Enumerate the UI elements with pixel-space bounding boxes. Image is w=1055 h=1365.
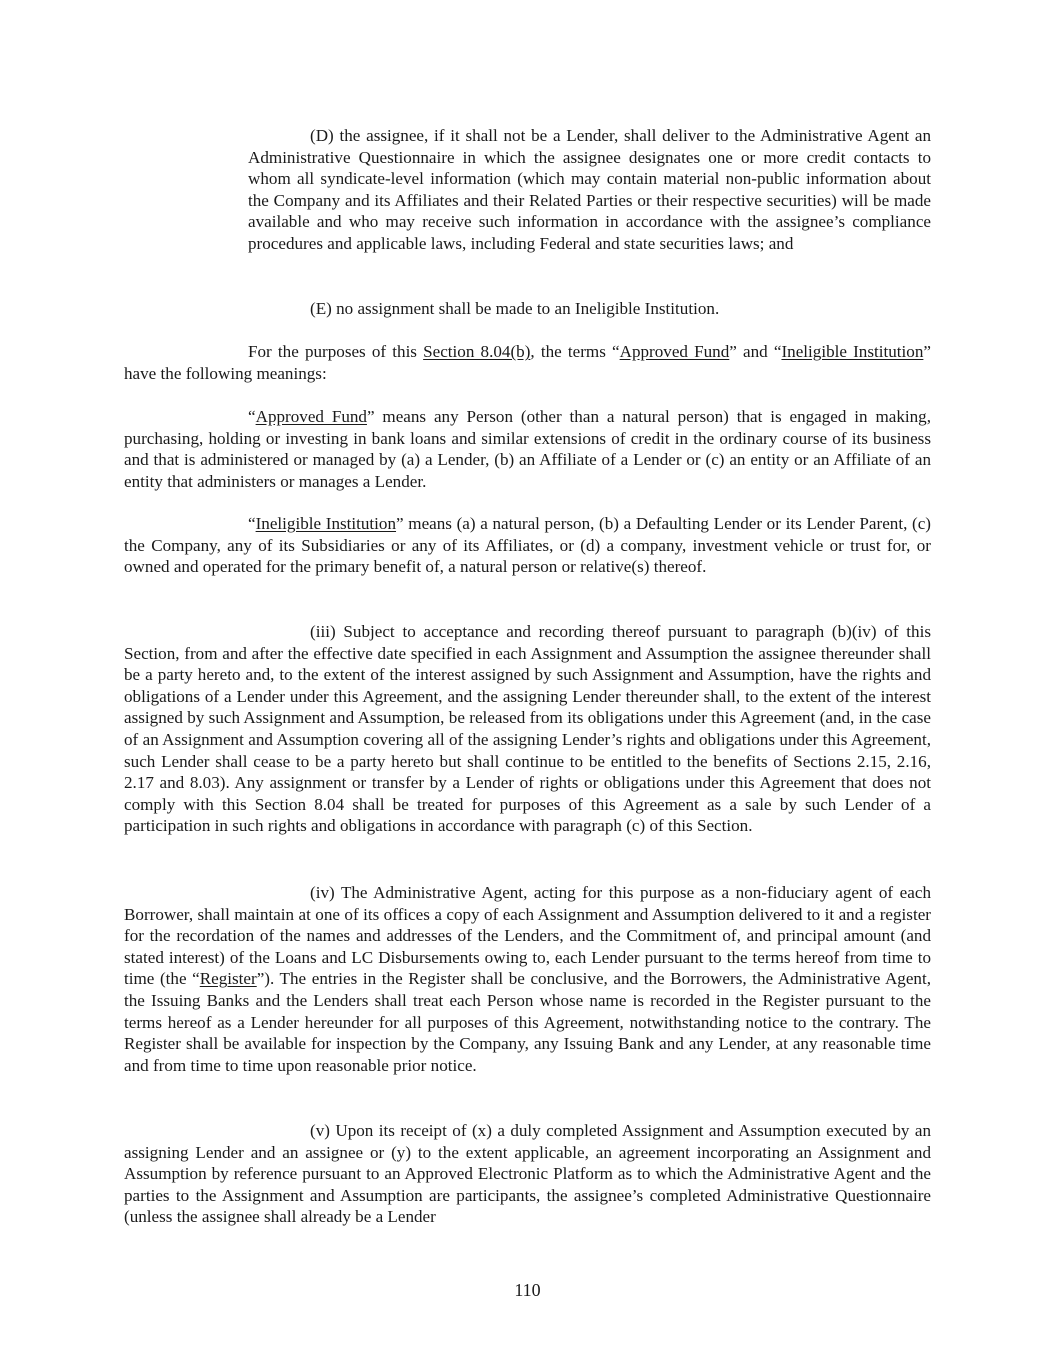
paragraph-approved-fund-definition [124,406,931,492]
section-reference: Section 8.04(b) [423,342,531,361]
paragraph-purposes [124,341,931,384]
paragraph-e: (E) no assignment shall be made to an Ineligible Institution. [310,299,720,318]
definition-text: ” means any Person (other than a natural person) that is engaged in making, purchasing, holding or investing in bank loans and similar extensions of credit in the ordinary course of its business and that is administered or managed by (a) a Lender, (b) an Affiliate of a Lender or (c) an entity or an Affiliate of an entity that administers or manages a Lender. [124,407,932,491]
defined-term-approved-fund: Approved Fund [619,342,730,361]
page-number: 110 [514,1280,541,1300]
text: ”). The entries in the Register shall be conclusive, and the Borrowers, the Administrative Agent, the Issuing Banks and the Lenders shall treat each Person whose name is recorded in the Register pursuant to the terms hereof as a Lender hereunder for all purposes of this Agreement, notwithstanding notice to the contrary. The Register shall be available for inspection by the Company, any Issuing Bank and any Lender, at any reasonable time and from time to time upon reasonable prior notice. [124,969,932,1075]
open-quote: “ [248,514,256,533]
text: ” have the following meanings: [124,342,931,383]
paragraph-ineligible-institution-definition [124,513,931,578]
text: ” and “ [729,342,782,361]
paragraph-d: (D) the assignee, if it shall not be a Lender, shall deliver to the Administrative Agent an Administrative Questionnaire in which the assignee designates one or more credit contacts to whom all syndicate-level information (which may contain material non-public information about the Company and its Affiliates and their Related Parties or their respective securities) will be made available and who may receive such information in accordance with the assignee’s compliance procedures and applicable laws, including Federal and state securities laws; and [248,126,931,253]
text: (iv) The Administrative Agent, acting for this purpose as a non-fiduciary agent of each Borrower, shall maintain at one of its offices a copy of each Assignment and Assumption delivered to it and a register for the recordation of the names and addresses of the Lenders, and the Commitment of, and principal amount (and stated interest) of the Loans and LC Disbursements owing to, each Lender pursuant to the terms hereof from time to time (the “ [124,883,931,989]
definition-text: ” means (a) a natural person, (b) a Defaulting Lender or its Lender Parent, (c) the Company, any of its Subsidiaries or any of its Affiliates, or (d) a company, investment vehicle or trust for, or owned and operated for the primary benefit of, a natural person or relative(s) thereof. [124,514,931,577]
paragraph-iii: (iii) Subject to acceptance and recording thereof pursuant to paragraph (b)(iv) of this Section, from and after the effective date specified in each Assignment and Assumption the assignee thereunder shall be a party hereto and, to the extent of the interest assigned by such Assignment and Assumption, have the rights and obligations of a Lender under this Agreement, and the assigning Lender thereunder shall, to the extent of the interest assigned by such Assignment and Assumption, be released from its obligations under this Agreement (and, in the case of an Assignment and Assumption covering all of the assigning Lender’s rights and obligations under this Agreement, such Lender shall cease to be a party hereto but shall continue to be entitled to the benefits of Sections 2.15, 2.16, 2.17 and 8.03). Any assignment or transfer by a Lender of rights or obligations under this Agreement that does not comply with this Section 8.04 shall be treated for purposes of this Agreement as a sale by such Lender of a participation in such rights and obligations in accordance with paragraph (c) of this Section. [124,622,931,836]
defined-term-register: Register [199,969,257,989]
defined-term: Approved Fund [255,407,367,426]
open-quote: “ [248,407,256,426]
text: , the terms “ [530,342,620,361]
paragraph-v: (v) Upon its receipt of (x) a duly completed Assignment and Assumption executed by an assigning Lender and an assignee or (y) to the extent applicable, an agreement incorporating an Assignment and Assumption by reference pursuant to an Approved Electronic Platform as to which the Administrative Agent and the parties to the Assignment and Assumption are participants, the assignee’s completed Administrative Questionnaire (unless the assignee shall already be a Lender [124,1121,931,1227]
defined-term-ineligible-institution: Ineligible Institution [781,342,924,361]
paragraph-iv [124,882,931,1076]
defined-term: Ineligible Institution [255,514,397,533]
text: For the purposes of this [248,342,424,361]
